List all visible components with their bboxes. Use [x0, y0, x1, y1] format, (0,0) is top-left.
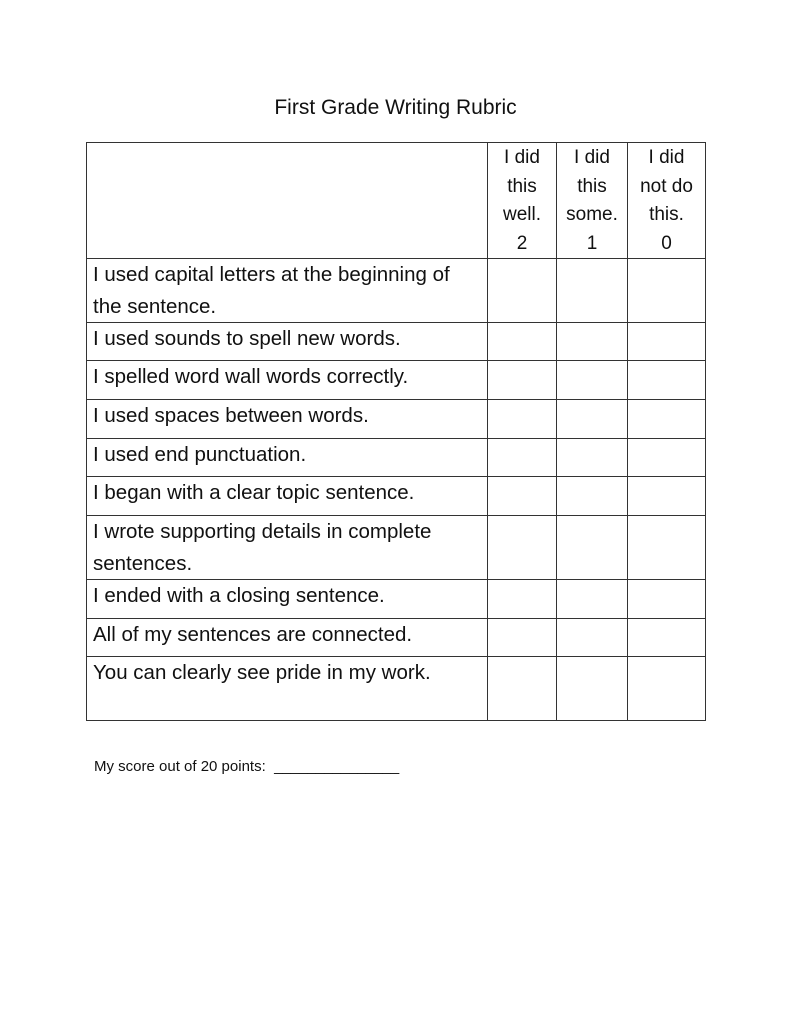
- score-cell-some[interactable]: [557, 361, 628, 400]
- score-cell-not[interactable]: [628, 619, 706, 657]
- header-line: I did: [648, 147, 685, 168]
- header-line: I did: [504, 147, 540, 168]
- criterion-text: I used end punctuation.: [87, 439, 488, 477]
- header-line: not do: [640, 175, 693, 197]
- rubric-table: [86, 142, 706, 721]
- score-cell-well[interactable]: [488, 477, 557, 516]
- rubric-row: [87, 323, 706, 361]
- rubric-row: [87, 259, 706, 323]
- score-cell-not[interactable]: [628, 516, 706, 580]
- score-cell-some[interactable]: [557, 516, 628, 580]
- score-cell-not[interactable]: [628, 477, 706, 516]
- criterion-text: All of my sentences are connected.: [87, 619, 488, 657]
- rubric-row: [87, 580, 706, 619]
- rubric-row: [87, 361, 706, 400]
- rubric-header-did-some: [557, 143, 628, 259]
- rubric-header-row: [87, 143, 706, 259]
- rubric-row: [87, 657, 706, 721]
- rubric-header-did-not: [628, 143, 706, 259]
- score-cell-not[interactable]: [628, 323, 706, 361]
- header-line: this: [577, 175, 607, 197]
- rubric-header-did-well: [488, 143, 557, 259]
- header-line: well.: [502, 204, 541, 225]
- score-cell-well[interactable]: [488, 657, 557, 721]
- score-line: [94, 757, 399, 777]
- criterion-text: I ended with a closing sentence.: [87, 580, 488, 619]
- page-title: First Grade Writing Rubric: [274, 96, 517, 119]
- score-cell-some[interactable]: [557, 259, 628, 323]
- header-points: 0: [661, 232, 672, 254]
- rubric-row: [87, 516, 706, 580]
- score-cell-some[interactable]: [557, 580, 628, 619]
- score-blank[interactable]: _______________: [274, 758, 400, 775]
- score-label: My score out of 20 points:: [94, 758, 266, 775]
- score-cell-some[interactable]: [557, 323, 628, 361]
- criterion-text: I wrote supporting details in complete sentences.: [87, 516, 488, 580]
- header-line: I did: [574, 147, 610, 168]
- score-cell-well[interactable]: [488, 259, 557, 323]
- score-cell-some[interactable]: [557, 477, 628, 516]
- score-cell-not[interactable]: [628, 657, 706, 721]
- score-cell-not[interactable]: [628, 439, 706, 477]
- score-cell-some[interactable]: [557, 657, 628, 721]
- score-cell-some[interactable]: [557, 619, 628, 657]
- header-line: this: [507, 175, 537, 197]
- criterion-text: You can clearly see pride in my work.: [87, 657, 488, 721]
- score-cell-well[interactable]: [488, 361, 557, 400]
- score-cell-well[interactable]: [488, 400, 557, 439]
- rubric-row: [87, 400, 706, 439]
- score-cell-well[interactable]: [488, 580, 557, 619]
- score-cell-not[interactable]: [628, 361, 706, 400]
- criterion-text: I began with a clear topic sentence.: [87, 477, 488, 516]
- score-cell-well[interactable]: [488, 516, 557, 580]
- score-cell-well[interactable]: [488, 323, 557, 361]
- header-line: some.: [566, 204, 618, 225]
- header-line: this.: [649, 204, 684, 225]
- header-points: 1: [586, 232, 598, 254]
- criterion-text: I used sounds to spell new words.: [87, 323, 488, 361]
- rubric-header-blank-cell: [87, 143, 488, 259]
- criterion-text: I used capital letters at the beginning of the sentence.: [87, 259, 488, 323]
- score-cell-not[interactable]: [628, 259, 706, 323]
- rubric-row: [87, 439, 706, 477]
- score-cell-some[interactable]: [557, 400, 628, 439]
- criterion-text: I spelled word wall words correctly.: [87, 361, 488, 400]
- rubric-row: [87, 619, 706, 657]
- score-cell-not[interactable]: [628, 580, 706, 619]
- score-cell-not[interactable]: [628, 400, 706, 439]
- criterion-text: I used spaces between words.: [87, 400, 488, 439]
- header-points: 2: [516, 232, 528, 254]
- score-cell-well[interactable]: [488, 439, 557, 477]
- score-cell-some[interactable]: [557, 439, 628, 477]
- rubric-row: [87, 477, 706, 516]
- score-cell-well[interactable]: [488, 619, 557, 657]
